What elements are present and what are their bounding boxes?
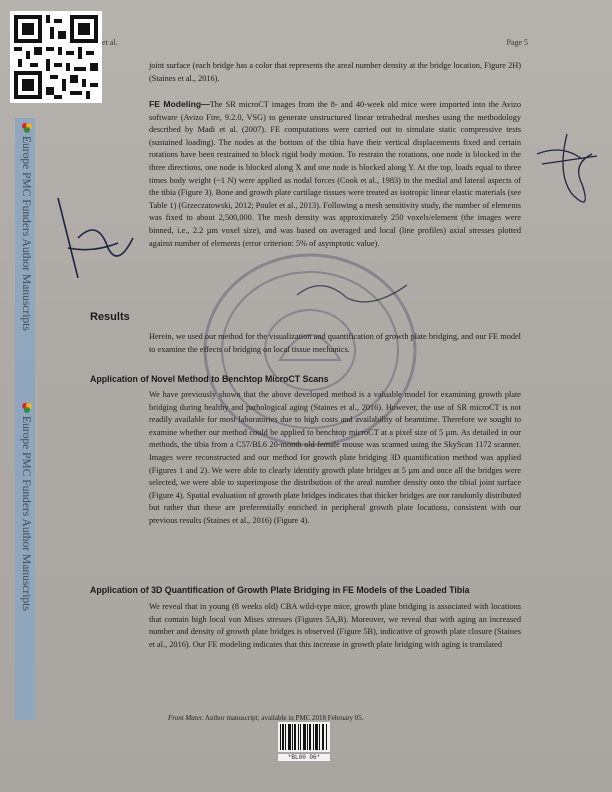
subheading-fe-models: Application of 3D Quantification of Growth Plate Bridging in FE Models of the Loaded Tibia bbox=[90, 585, 470, 595]
europe-pmc-logo-icon bbox=[21, 122, 33, 134]
fe-modeling-lead: FE Modeling— bbox=[149, 99, 210, 109]
signature-right-icon bbox=[532, 124, 602, 224]
page-number: Page 5 bbox=[506, 38, 528, 47]
section-heading-results: Results bbox=[90, 311, 130, 323]
subheading-benchtop: Application of Novel Method to Benchtop MicroCT Scans bbox=[90, 374, 329, 384]
paragraph-bridge-color: joint surface (each bridge has a color that represents the areal number density at the bridge location, Figure 2H) (Staines et al., 2016). bbox=[149, 61, 521, 83]
footer-citation bbox=[168, 714, 364, 722]
signature-left-icon bbox=[48, 178, 138, 288]
banner-text-top: Europe PMC Funders Author Manuscripts bbox=[20, 136, 32, 331]
signature-middle-icon bbox=[292, 270, 412, 310]
footer-text: Author manuscript; available in PMC 2018 February 05. bbox=[203, 714, 364, 722]
barcode-icon bbox=[278, 722, 330, 752]
fe-modeling-text: The SR microCT images from the 8- and 40-week old mice were imported into the Avizo software (Avizo Fire, 9.2.0, VSG) to generate unstructured linear tetrahedral meshes using the methodology described by Madi et al. (2007). FE computations were carried out to simulate static compressive tests (sustained loading). The nodes at the bottom of the tibia have their vertical displacements fixed and certain rotations have been restrained to block rigid body motion. To restrain the rotations, one node is blocked in the three directions, one node is blocked along X and one node is blocked along Y. At the top, loads equal to three times body weight (~1 N) were applied as nodal forces (Cook et al., 1983) in the medial and lateral aspects of the tibia (Figure 3). Bone and growth plate cartilage tissues were treated as isotropic linear elastic materials (see Table 1) (Grzeczatowski, 2012; Poulet et al., 2013). Following a mesh sensitivity study, the number of elements was fixed to about 2,500,000. The mesh density was approximately 250 voxels/element (the images were binned, i.e., 2.2 µm voxel size), and was based on averaged and local (line profiles) axial stresses plotted against number of elements (error criterion: 5% of asymptotic value). bbox=[149, 100, 521, 248]
paragraph-fe-models: We reveal that in young (8 weeks old) CBA wild-type mice, growth plate bridging is associated with locations that contain high local von Mises stresses (Figures 5A,B). Moreover, we reveal that with aging an increased number and density of growth plate bridges is observed (Figure 5B), indicative of growth plate closure (Staines et al., 2016). Our FE modeling indicates that this increase in growth plate bridging with aging is translated bbox=[149, 602, 521, 649]
paragraph-fe-modeling bbox=[149, 98, 521, 250]
barcode-text: *BL00 06* bbox=[278, 754, 330, 761]
banner-text-bottom: Europe PMC Funders Author Manuscripts bbox=[20, 416, 32, 611]
qr-code bbox=[10, 11, 102, 103]
journal-name: Front Mater. bbox=[168, 714, 204, 722]
paragraph-benchtop: We have previously shown that the above developed method is a valuable model for examining growth plate bridging during healthy and pathological aging (Staines et al., 2016). However, the use of SR microCT is not readily available for most laboratories due to high costs and availability of beamtime. Therefore we sought to examine whether our method could be applied to benchtop microCT at a pixel size of 5 µm. As detailed in our methods, the tibia from a C57/BL6 20-month old female mouse was scanned using the SkyScan 1172 scanner. Images were reconstructed and our method for growth plate bridging 3D quantification method was applied (Figures 1 and 2). We were able to clearly identify growth plate bridges at 5 µm and once all the bridges were selected, we were able to superimpose the distribution of the areal number density onto the tibial joint surface (Figure 4). Spatial evaluation of growth plate bridges indicates that thicker bridges are not randomly distributed but rather that these are preferentially enriched in peripheral growth plate locations, consistent with our previous results (Staines et al., 2016) (Figure 4). bbox=[149, 390, 521, 525]
europe-pmc-logo-icon bbox=[21, 402, 33, 414]
paragraph-results-intro: Herein, we used our method for the visualization and quantification of growth plate bridging, and our FE model to examine the effects of bridging on local tissue mechanics. bbox=[149, 332, 521, 354]
running-header-author: et al. bbox=[102, 38, 118, 47]
